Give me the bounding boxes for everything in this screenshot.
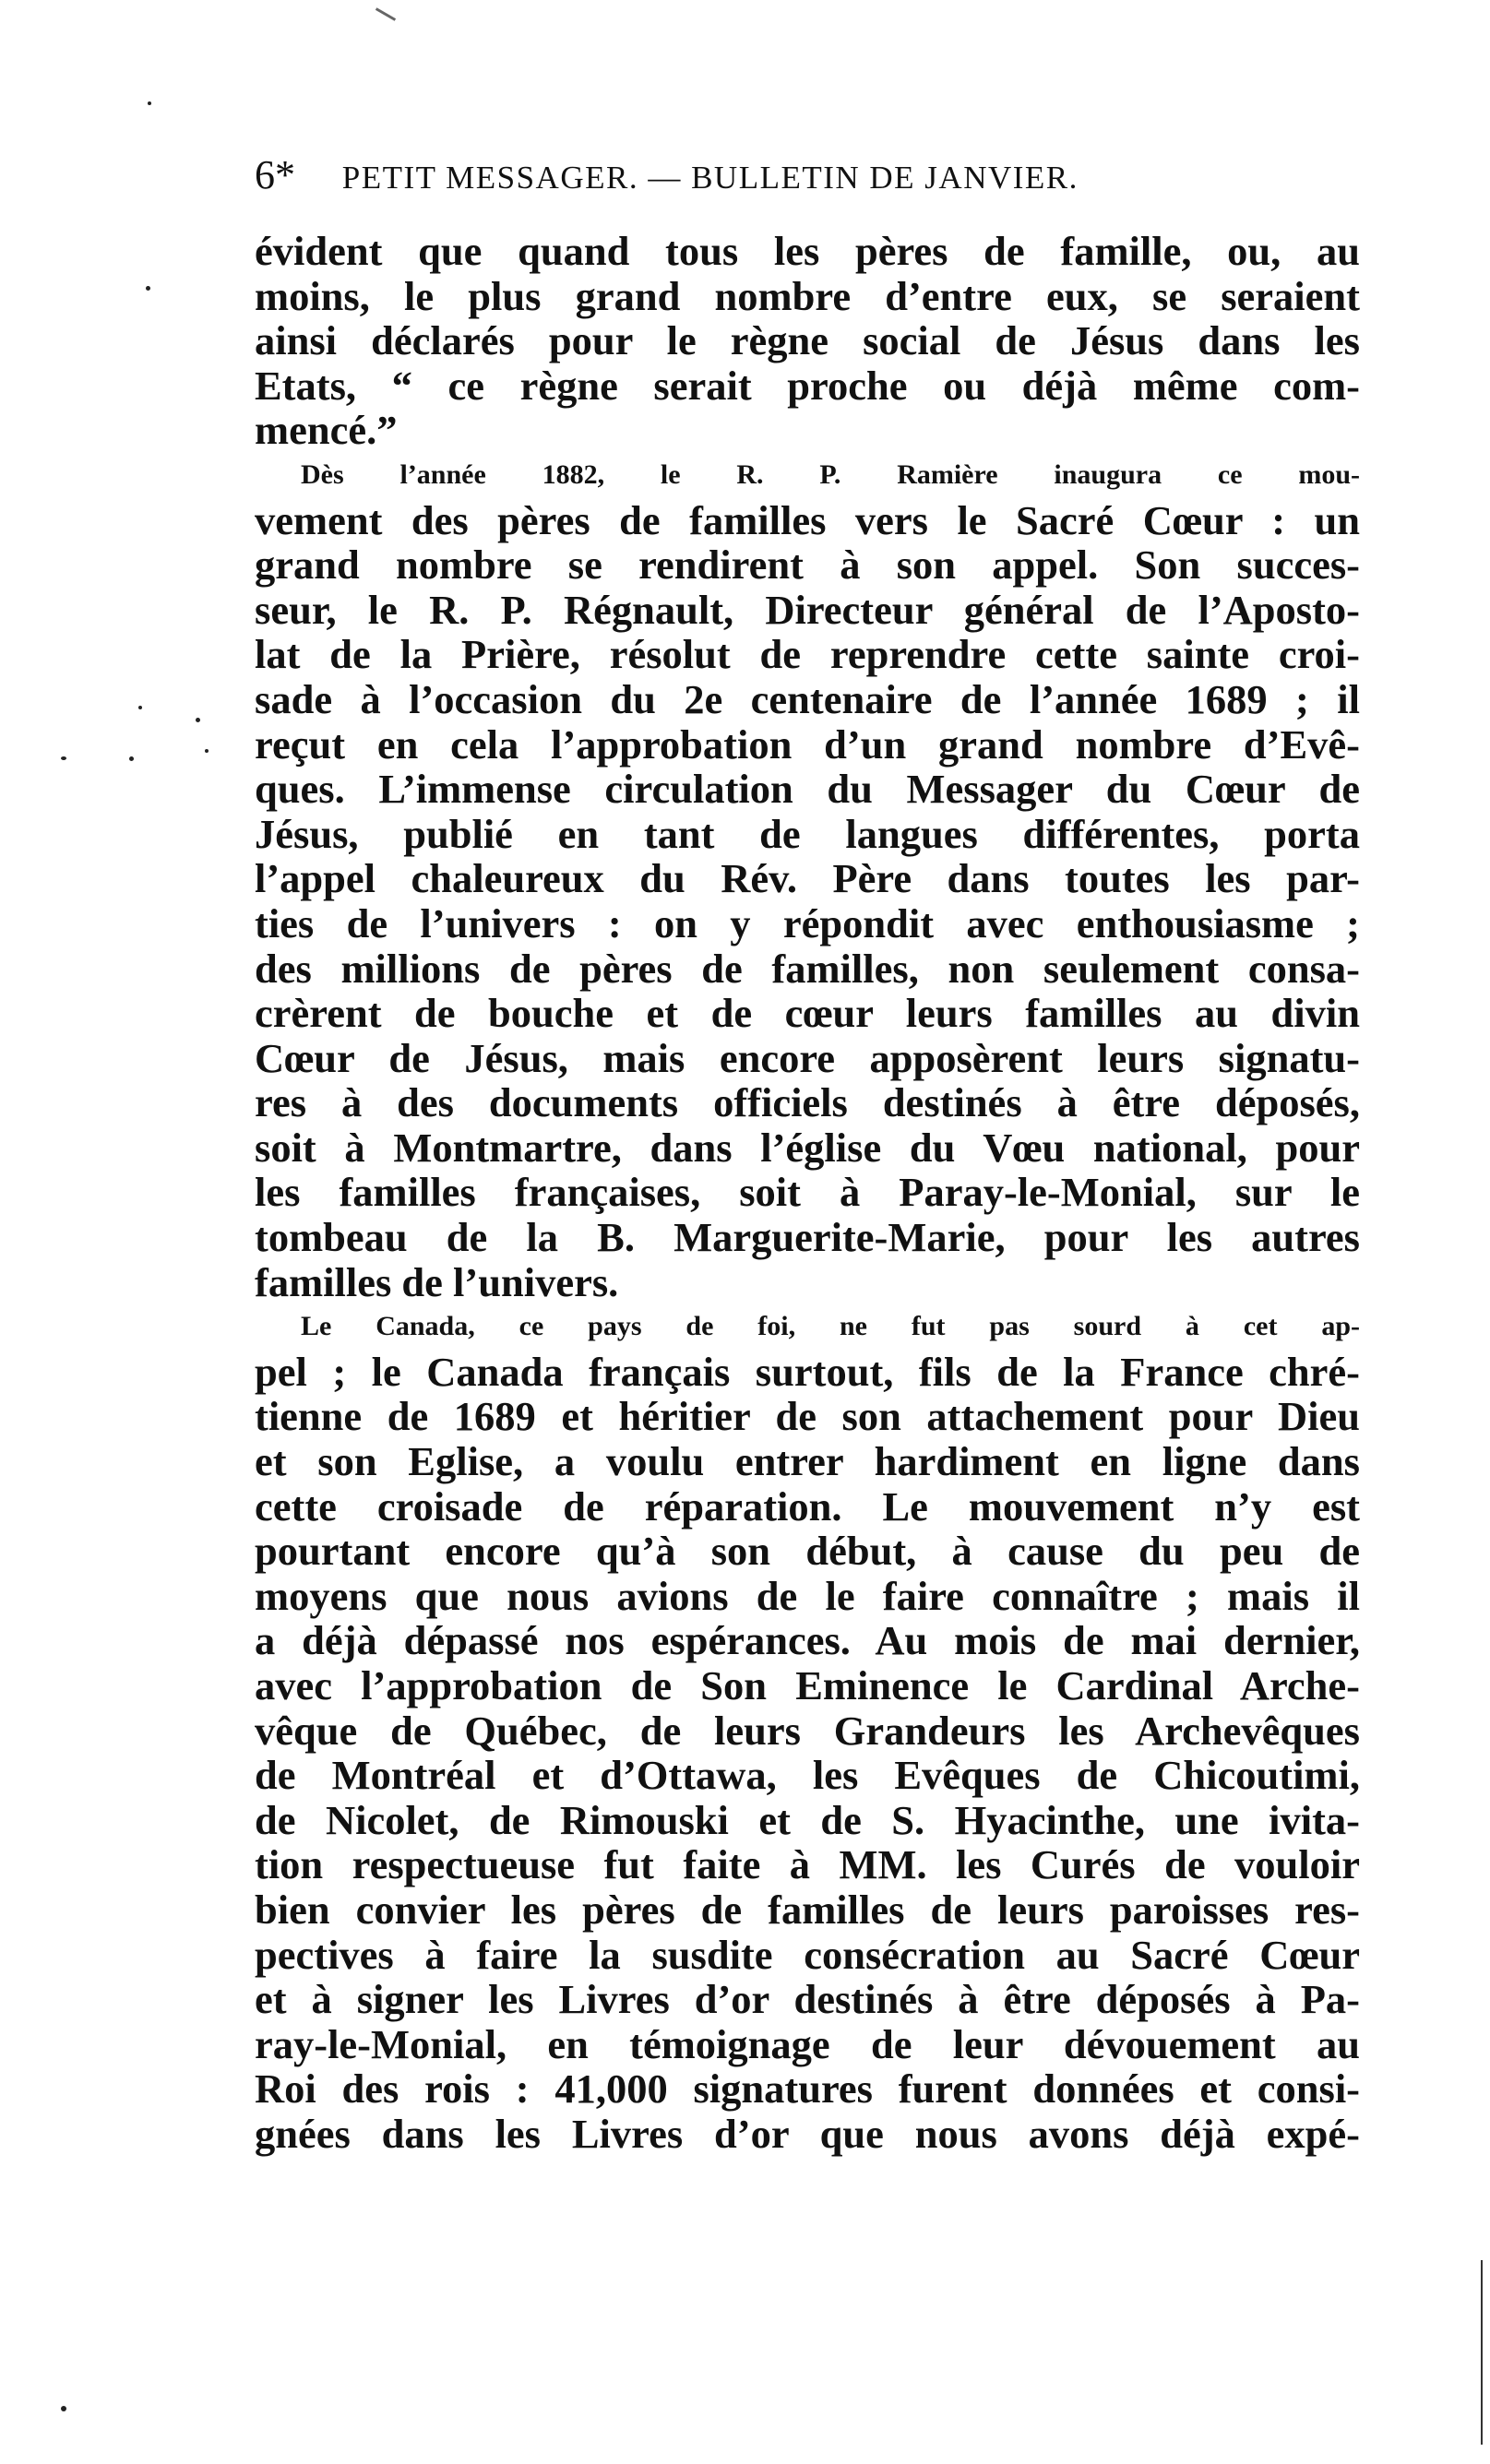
text-line: Etats, “ ce règne serait proche ou déjà même com- [255,362,1360,409]
text-line: reçut en cela l’approbation d’un grand nombre d’Evê- [255,720,1360,768]
text-line: avec l’approbation de Son Eminence le Cardinal Arche- [255,1662,1360,1708]
text-line: pectives à faire la susdite consécration au Sacré Cœur [255,1931,1360,1978]
scan-speck [61,756,66,760]
scan-speck [375,7,396,21]
text-line: seur, le R. P. Régnault, Directeur général de l’Aposto- [255,586,1360,633]
scan-speck [205,749,209,753]
text-line: cette croisade de réparation. Le mouvement n’y est [255,1482,1360,1530]
text-line: Cœur de Jésus, mais encore apposèrent leurs signatu- [255,1034,1360,1081]
text-line: ray-le-Monial, en témoignage de leur dévouement au [255,2020,1360,2067]
text-line: évident que quand tous les pères de famille, ou, au [255,228,1360,274]
text-line: lat de la Prière, résolut de reprendre cette sainte croi- [255,631,1360,678]
text-line: grand nombre se rendirent à son appel. Son succes- [255,542,1360,589]
text-line: moyens que nous avions de le faire connaître ; mais il [255,1572,1360,1619]
running-header [255,148,1362,203]
text-line: vêque de Québec, de leurs Grandeurs les Archevêques [255,1707,1360,1754]
text-line: mencé.” [255,407,398,454]
text-line: et à signer les Livres d’or destinés à être déposés à Pa- [255,1976,1360,2023]
text-line: Roi des rois : 41,000 signatures furent données et consi- [255,2065,1360,2113]
text-line: ties de l’univers : on y répondit avec enthousiasme ; [255,899,1360,946]
text-line: gnées dans les Livres d’or que nous avons déjà expé- [255,2110,1360,2157]
text-line: pel ; le Canada français surtout, fils de la France chré- [255,1348,1360,1395]
text-line: l’appel chaleureux du Rév. Père dans toutes les par- [255,855,1360,902]
text-line: vement des pères de familles vers le Sacré Cœur : un [255,496,1360,543]
scan-speck [146,286,150,291]
text-line: sade à l’occasion du 2e centenaire de l’année 1689 ; il [255,675,1360,722]
text-line: a déjà dépassé nos espérances. Au mois de mai dernier, [255,1617,1360,1664]
scan-speck [148,101,151,105]
text-line: pourtant encore qu’à son début, à cause du peu de [255,1528,1360,1575]
paragraph-1 [255,229,1360,453]
text-line: Jésus, publié en tant de langues différentes, porta [255,810,1360,857]
scan-speck [129,756,134,761]
text-line: bien convier les pères de familles de leurs paroisses res- [255,1886,1360,1933]
text-line: de Montréal et d’Ottawa, les Evêques de Chicoutimi, [255,1752,1360,1799]
scan-speck [61,2406,66,2411]
text-line: crèrent de bouche et de cœur leurs familles au divin [255,990,1360,1037]
page-number: 6* [255,152,295,197]
text-line: Le Canada, ce pays de foi, ne fut pas sourd à cet ap- [301,1311,1360,1342]
text-line: Dès l’année 1882, le R. P. Ramière inaugura ce mou- [301,458,1360,490]
scan-edge-line [1481,2260,1483,2445]
text-line: et son Eglise, a voulu entrer hardiment en ligne dans [255,1438,1360,1485]
body-text [255,229,1360,2157]
text-line: de Nicolet, de Rimouski et de S. Hyacinthe, une ivita- [255,1796,1360,1843]
text-line: ques. L’immense circulation du Messager du Cœur de [255,766,1360,813]
text-line: tombeau de la B. Marguerite-Marie, pour les autres [255,1214,1360,1261]
text-line: tienne de 1689 et héritier de son attachement pour Dieu [255,1393,1360,1440]
text-line: soit à Montmartre, dans l’église du Vœu national, pour [255,1124,1360,1171]
running-title: PETIT MESSAGER. — BULLETIN DE JANVIER. [341,160,1079,196]
text-line: ainsi déclarés pour le règne social de Jésus dans les [255,317,1360,364]
text-line: les familles françaises, soit à Paray-le-Monial, sur le [255,1169,1360,1216]
text-line: res à des documents officiels destinés à être déposés, [255,1079,1360,1126]
text-line: des millions de pères de familles, non seulement consa- [255,945,1360,992]
scan-speck [138,706,142,709]
text-line: tion respectueuse fut faite à MM. les Curés de vouloir [255,1841,1360,1888]
text-line: moins, le plus grand nombre d’entre eux, se seraient [255,272,1360,319]
paragraph-2 [255,453,1360,1304]
scan-speck [196,718,200,722]
paragraph-3 [255,1304,1360,2156]
text-line: familles de l’univers. [255,1258,619,1305]
